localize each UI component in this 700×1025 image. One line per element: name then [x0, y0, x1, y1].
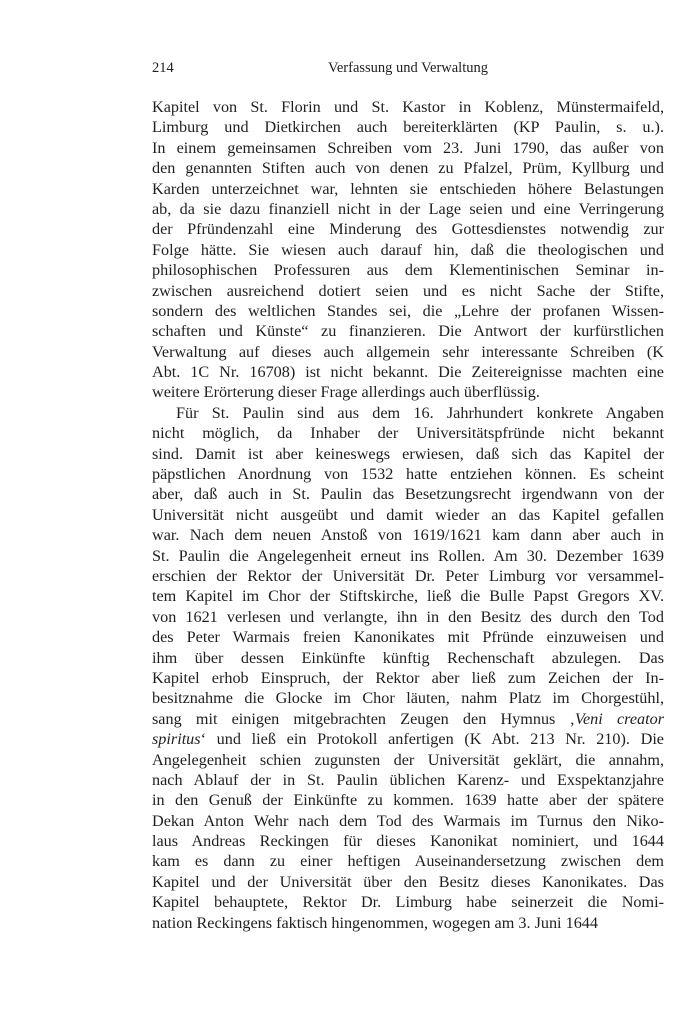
- text-line: sondern des weltlichen Standes sei, die „Lehre der profanen Wissen-: [152, 301, 664, 320]
- running-title: Verfassung und Verwaltung: [327, 60, 488, 76]
- text-line: Abt. 1C Nr. 16708) ist nicht bekannt. Die Zeitereignisse machten eine: [152, 363, 664, 382]
- text-line: des Peter Warmais freien Kanonikates mit Pfründe einzuweisen und: [152, 628, 664, 647]
- page-number: 214: [152, 60, 174, 76]
- text-line: ab, da sie dazu finanziell nicht in der Lage seien und eine Verringerung: [152, 199, 664, 218]
- text-line: Folge hätte. Sie wiesen auch darauf hin, daß die theologischen und: [152, 240, 664, 259]
- text-line: In einem gemeinsamen Schreiben vom 23. Juni 1790, das außer von: [152, 138, 664, 157]
- text-line: spiritus‘ und ließ ein Protokoll anfertigen (K Abt. 213 Nr. 210). Die: [152, 730, 664, 749]
- text-line: den genannten Stiften auch von denen zu Pfalzel, Prüm, Kyllburg und: [152, 159, 664, 178]
- text-line: Kapitel und der Universität über den Besitz dieses Kanonikates. Das: [152, 872, 664, 891]
- body-text: [152, 97, 664, 933]
- text-line: Universität nicht ausgeübt und damit wieder an das Kapitel gefallen: [152, 505, 664, 524]
- text-line: Limburg und Dietkirchen auch bereiterklärten (KP Paulin, s. u.).: [152, 118, 664, 137]
- text-line: nicht möglich, da Inhaber der Universitätspfründe nicht bekannt: [152, 424, 664, 443]
- text-line: schaften und Künste“ zu finanzieren. Die Antwort der kurfürstlichen: [152, 322, 664, 341]
- text-line: Kapitel behauptete, Rektor Dr. Limburg habe seinerzeit die Nomi-: [152, 893, 664, 912]
- text-line: weitere Erörterung dieser Frage allerdings auch überflüssig.: [152, 383, 540, 402]
- text-line: in den Genuß der Einkünfte zu kommen. 1639 hatte aber der spätere: [152, 791, 664, 810]
- text-line: kam es dann zu einer heftigen Auseinandersetzung zwischen dem: [152, 852, 664, 871]
- text-line: Dekan Anton Wehr nach dem Tod des Warmais im Turnus den Niko-: [152, 811, 664, 830]
- text-line: aber, daß auch in St. Paulin das Besetzungsrecht irgendwann von der: [152, 485, 664, 504]
- running-head: [152, 60, 664, 80]
- text-line: nach Ablauf der in St. Paulin üblichen Karenz- und Exspektanzjahre: [152, 770, 664, 789]
- text-line: ihm über dessen Einkünfte künftig Rechenschaft abzulegen. Das: [152, 648, 664, 667]
- text-line: sang mit einigen mitgebrachten Zeugen den Hymnus ‚Veni creator: [152, 709, 664, 728]
- text-line: zwischen ausreichend dotiert seien und es nicht Sache der Stifte,: [152, 281, 664, 300]
- italic-phrase: Veni creator: [574, 709, 664, 728]
- paragraph: [152, 97, 664, 403]
- text-line: tem Kapitel im Chor der Stiftskirche, ließ die Bulle Papst Gregors XV.: [152, 587, 664, 606]
- paragraph: [152, 403, 664, 933]
- text-line: nation Reckingens faktisch hingenommen, wogegen am 3. Juni 1644: [152, 913, 598, 932]
- text-line: Verwaltung auf dieses auch allgemein sehr interessante Schreiben (K: [152, 342, 664, 361]
- text-line: war. Nach dem neuen Anstoß von 1619/1621 kam dann aber auch in: [152, 526, 664, 545]
- text-line: St. Paulin die Angelegenheit erneut ins Rollen. Am 30. Dezember 1639: [152, 546, 664, 565]
- text-line: sind. Damit ist aber keineswegs erwiesen, daß sich das Kapitel der: [152, 444, 664, 463]
- text-line: besitznahme die Glocke im Chor läuten, nahm Platz im Chorgestühl,: [152, 689, 664, 708]
- text-line: päpstlichen Anordnung von 1532 hatte entziehen können. Es scheint: [152, 465, 664, 484]
- text-line: Karden unterzeichnet war, lehnten sie entschieden höhere Belastungen: [152, 179, 664, 198]
- text-line: philosophischen Professuren aus dem Klementinischen Seminar in-: [152, 261, 664, 280]
- text-line: Kapitel von St. Florin und St. Kastor in Koblenz, Münstermaifeld,: [152, 98, 664, 116]
- text-line: Für St. Paulin sind aus dem 16. Jahrhundert konkrete Angaben: [176, 403, 664, 422]
- text-line: von 1621 verlesen und verlangte, ihn in den Besitz des durch den Tod: [152, 607, 664, 626]
- text-line: Kapitel erhob Einspruch, der Rektor aber ließ zum Zeichen der In-: [152, 668, 664, 687]
- text-line: Angelegenheit schien zugunsten der Universität geklärt, die annahm,: [152, 750, 664, 769]
- text-line: der Pfründenzahl eine Minderung des Gottesdienstes notwendig zur: [152, 220, 664, 239]
- text-line: laus Andreas Reckingen für dieses Kanonikat nominiert, und 1644: [152, 832, 664, 851]
- text-line: erschien der Rektor der Universität Dr. Peter Limburg vor versammel-: [152, 566, 664, 585]
- italic-phrase: spiritus: [152, 730, 201, 749]
